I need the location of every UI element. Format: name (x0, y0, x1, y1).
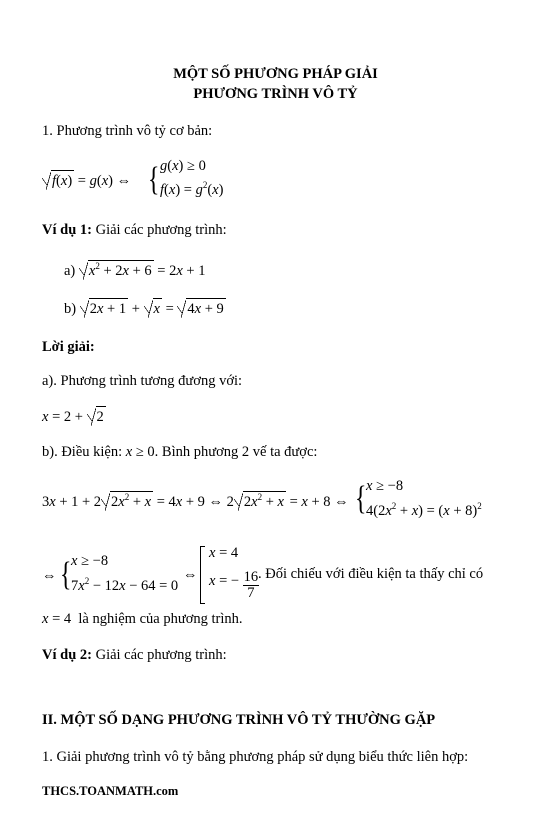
solution-b-equation: 3x + 1 + 2 $2x^2 + x = 4x + 9$ ⇔ 2 $2x^2 + x = x + 8$ ⇔ (42, 492, 349, 510)
example1-label: Ví dụ 1: (42, 222, 92, 238)
page-title-line2: PHƯƠNG TRÌNH VÔ TỶ (193, 86, 358, 102)
footer-site: THCS.TOANMATH.com (42, 784, 179, 798)
page-title-line1: MỘT SỐ PHƯƠNG PHÁP GIẢI (173, 66, 378, 82)
system1-cond2: $4(2x^2 + x) = (x + 8)^2$ (366, 501, 482, 519)
example2-text: Giải các phương trình: (95, 647, 227, 663)
solution-part-a: a). Phương trình tương đương với: (42, 373, 243, 389)
root-2: x = − $\frac{16}{7}$ (209, 569, 259, 601)
basic-formula-cond2: $f(x) = g^2(x)$ (160, 180, 224, 198)
section2-sub1: 1. Giải phương trình vô tỷ bằng phương pháp sử dụng biểu thức liên hợp: (42, 749, 469, 765)
example1-line (42, 221, 227, 239)
system1-cond1: x ≥ −8 (366, 478, 404, 494)
brace-symbol: { (148, 161, 160, 198)
solution-label: Lời giải: (42, 339, 95, 355)
equiv-arrow-1: ⇔ (42, 568, 57, 584)
root-1: x = 4 (209, 545, 239, 561)
bracket-symbol (200, 546, 205, 604)
example1-item-a: a) $x^2 + 2x + 6 = 2x + 1$ (64, 261, 206, 279)
item-a-label: a) (64, 263, 76, 279)
brace-symbol: { (60, 556, 72, 593)
example2-line (42, 646, 227, 664)
brace-symbol: { (355, 480, 367, 517)
example1-text: Giải các phương trình: (95, 222, 227, 238)
solution-part-b: b). Điều kiện: x ≥ 0. Bình phương 2 vế ta được: (42, 444, 318, 460)
solution-a-result: x = 2 + 2 (42, 406, 106, 426)
basic-formula-cond1: g(x) ≥ 0 (160, 158, 206, 174)
system2-cond1: x ≥ −8 (71, 553, 109, 569)
equiv-arrow-2: ⇔ (183, 567, 198, 583)
example2-label: Ví dụ 2: (42, 647, 92, 663)
basic-formula-lhs: f(x) = g(x) ⇔ (42, 170, 131, 190)
system2-cond2: $7x^2 - 12x - 64 = 0$ (71, 576, 179, 594)
example1-item-b: b) 2x + 1 + x = 4x + 9 (64, 298, 226, 318)
item-b-label: b) (64, 301, 77, 317)
compare-text: . Đối chiếu với điều kiện ta thấy chỉ có (258, 566, 484, 582)
section1-heading: 1. Phương trình vô tỷ cơ bản: (42, 123, 213, 139)
section2-heading: II. MỘT SỐ DẠNG PHƯƠNG TRÌNH VÔ TỶ THƯỜNG GẶP (42, 712, 436, 728)
conclusion-line: x = 4 là nghiệm của phương trình. (42, 611, 243, 627)
